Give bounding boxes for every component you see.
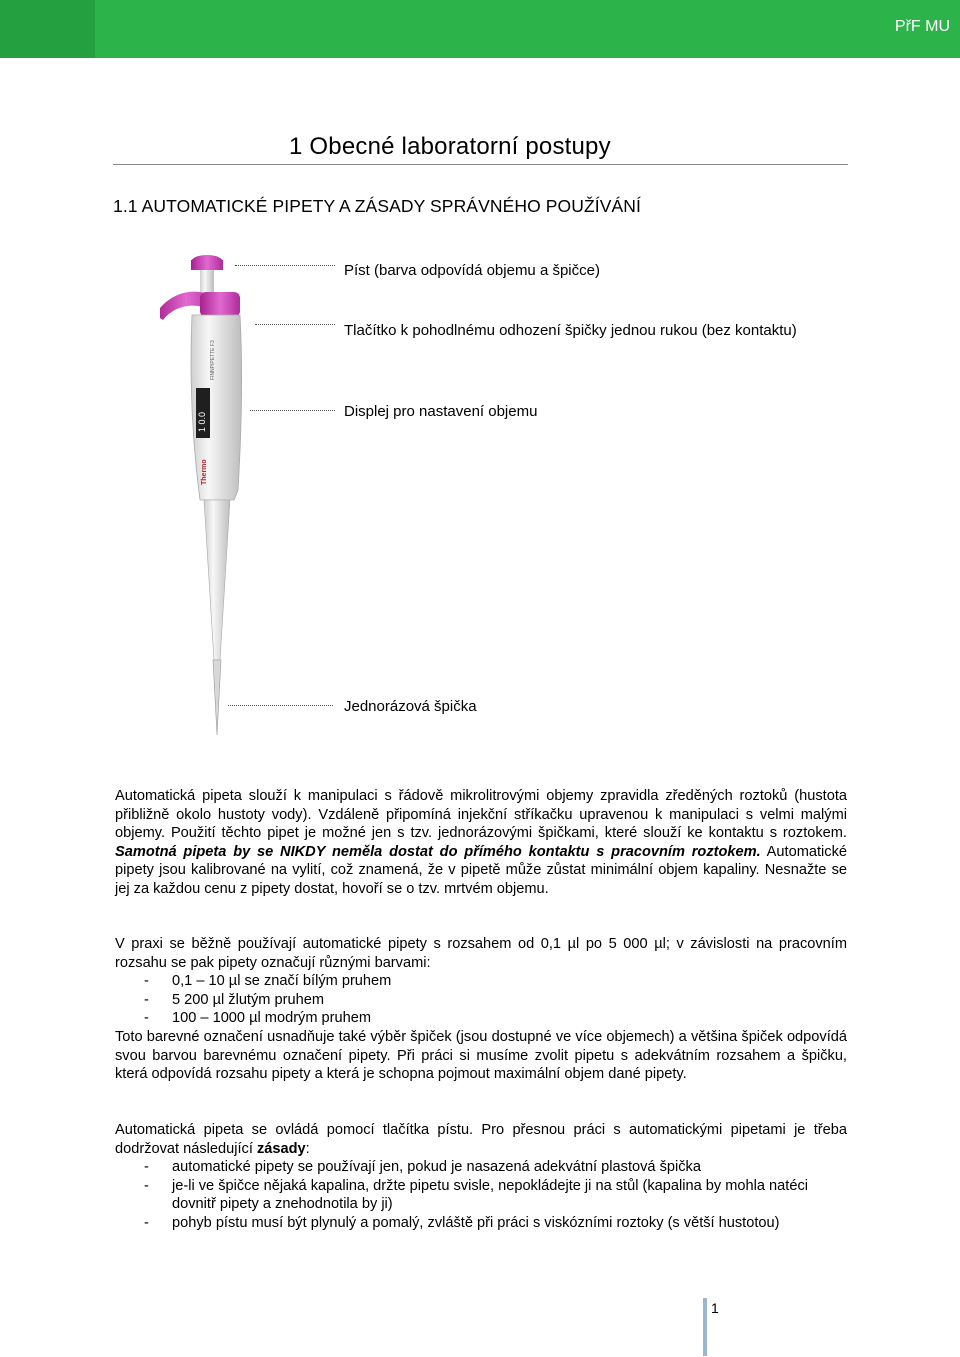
list-item-text: 0,1 – 10 µl se značí bílým pruhem [172,973,392,990]
brand-logo: Thermo [201,459,208,485]
paragraph-2-intro: V praxi se běžně používají automatické pipety s rozsahem od 0,1 µl po 5 000 µl; v závislosti na pracovním rozsahu se pak pipety označují různými barvami: [115,936,847,971]
pipette-shaft [204,500,230,660]
color-range-list [115,972,847,1028]
paragraph-3-colon: : [305,1140,310,1157]
list-dash: - [144,973,149,990]
paragraph-1-text: Automatická pipeta slouží k manipulaci s řádově mikrolitrovými objemy zpravidla zředěných roztoků (hustota přibližně okolo hustoty vody). Vzdáleně připomíná injekční stříkačku upravenou k manipulaci s velmi malými objemy. Použití těchto pipet je možné jen s tzv. jednorázovými špičkami, které slouží ke kontaktu s roztokem. [115,788,847,842]
list-item-text: je-li ve špičce nějaká kapalina, držte pipetu svisle, nepokládejte ji na stůl (kapalina by mohla natéci dovnitř pipety a znehodnotila by ji) [172,1177,808,1213]
paragraph-1-tail: Automatické pipety jsou kalibrované na vylití, což znamená, že v pipetě může zůstat minimální objem kapaliny. Nesnažte se jej za každou cenu z pipety dostat, hovoří se o tzv. mrtvém objemu. [115,843,847,897]
callout-plunger: Píst (barva odpovídá objemu a špičce) [344,262,600,279]
rules-keyword: zásady [256,1140,306,1157]
list-item [115,1214,847,1233]
list-dash: - [144,1010,149,1027]
paragraph-1 [115,787,847,899]
rules-list [115,1158,847,1232]
list-dash: - [144,1214,149,1231]
list-dash: - [144,1159,149,1176]
leader-line [250,410,335,411]
callout-ejector: Tlačítko k pohodlnému odhození špičky jednou rukou (bez kontaktu) [344,322,797,339]
list-item [115,991,847,1010]
leader-line [235,265,335,266]
list-item-text: pohyb pístu musí být plynulý a pomalý, zvláště při práci s viskózními roztoky (s větší hustotou) [172,1214,780,1231]
pipette-illustration [160,240,270,750]
paragraph-2-outro: Toto barevné označení usnadňuje také výběr špiček (jsou dostupné ve více objemech) a většina špiček odpovídá svou barvou barevnému označení pipety. Při práci si musíme zvolit pipetu s adekvátním rozsahem a špičku, která odpovídá rozsahu pipety a která je schopna pojmout maximální objem dané pipety. [115,1028,847,1083]
list-item [115,1158,847,1177]
body-label: FINNPIPETTE F3 [210,340,216,380]
page-number: 1 [711,1300,719,1316]
list-item-text: 100 – 1000 µl modrým pruhem [172,1010,372,1027]
disposable-tip [213,660,221,735]
leader-line [255,324,335,325]
callout-display: Displej pro nastavení objemu [344,403,538,420]
header-brand: PřF MU [894,18,950,35]
chapter-title: 1 Obecné laboratorní postupy [289,133,611,160]
display-digits: 1 0.0 [197,411,207,432]
title-rule [113,164,848,165]
list-dash: - [144,1177,149,1194]
list-item [115,1177,847,1214]
page-number-bar [703,1298,707,1356]
list-item [115,1009,847,1028]
paragraph-2 [115,935,847,1084]
list-item [115,972,847,991]
paragraph-3 [115,1121,847,1233]
list-item-text: 5 200 µl žlutým pruhem [172,991,324,1008]
paragraph-1-warning: Samotná pipeta by se NIKDY neměla dostat do přímého kontaktu s pracovním roztokem. [115,843,761,860]
list-item-text: automatické pipety se používají jen, pokud je nasazená adekvátní plastová špička [172,1159,701,1176]
header-accent [0,0,95,58]
header-bar [0,0,960,58]
callout-tip: Jednorázová špička [344,698,477,715]
paragraph-3-intro: Automatická pipeta se ovládá pomocí tlačítka pístu. Pro přesnou práci s automatickými pipetami je třeba dodržovat následující [115,1122,847,1157]
list-dash: - [144,991,149,1008]
leader-line [228,705,333,706]
section-title: 1.1 AUTOMATICKÉ PIPETY A ZÁSADY SPRÁVNÉHO POUŽÍVÁNÍ [113,196,641,216]
